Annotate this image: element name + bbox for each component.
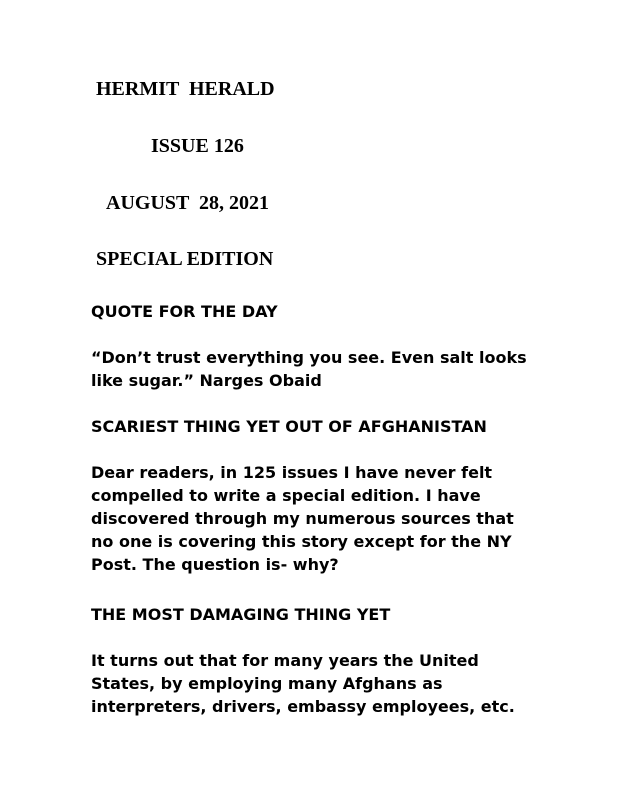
damaging-paragraph: It turns out that for many years the United States, by employing many Afghans as interpreters, drivers, embassy employees, etc. <box>91 651 515 716</box>
newsletter-title: HERMIT HERALD <box>96 78 275 100</box>
scariest-heading: SCARIEST THING YET OUT OF AFGHANISTAN <box>91 417 487 436</box>
scariest-paragraph: Dear readers, in 125 issues I have never felt compelled to write a special edition. I have discovered through my numerous sources that no one is covering this story except for the NY Post. The question is- why? <box>91 463 514 574</box>
issue-date: AUGUST 28, 2021 <box>106 192 269 214</box>
quote-heading: QUOTE FOR THE DAY <box>91 302 278 321</box>
quote-text: “Don’t trust everything you see. Even salt looks like sugar.” Narges Obaid <box>91 348 527 390</box>
damaging-heading: THE MOST DAMAGING THING YET <box>91 605 391 624</box>
issue-number: ISSUE 126 <box>151 135 244 157</box>
edition-label: SPECIAL EDITION <box>96 248 274 270</box>
